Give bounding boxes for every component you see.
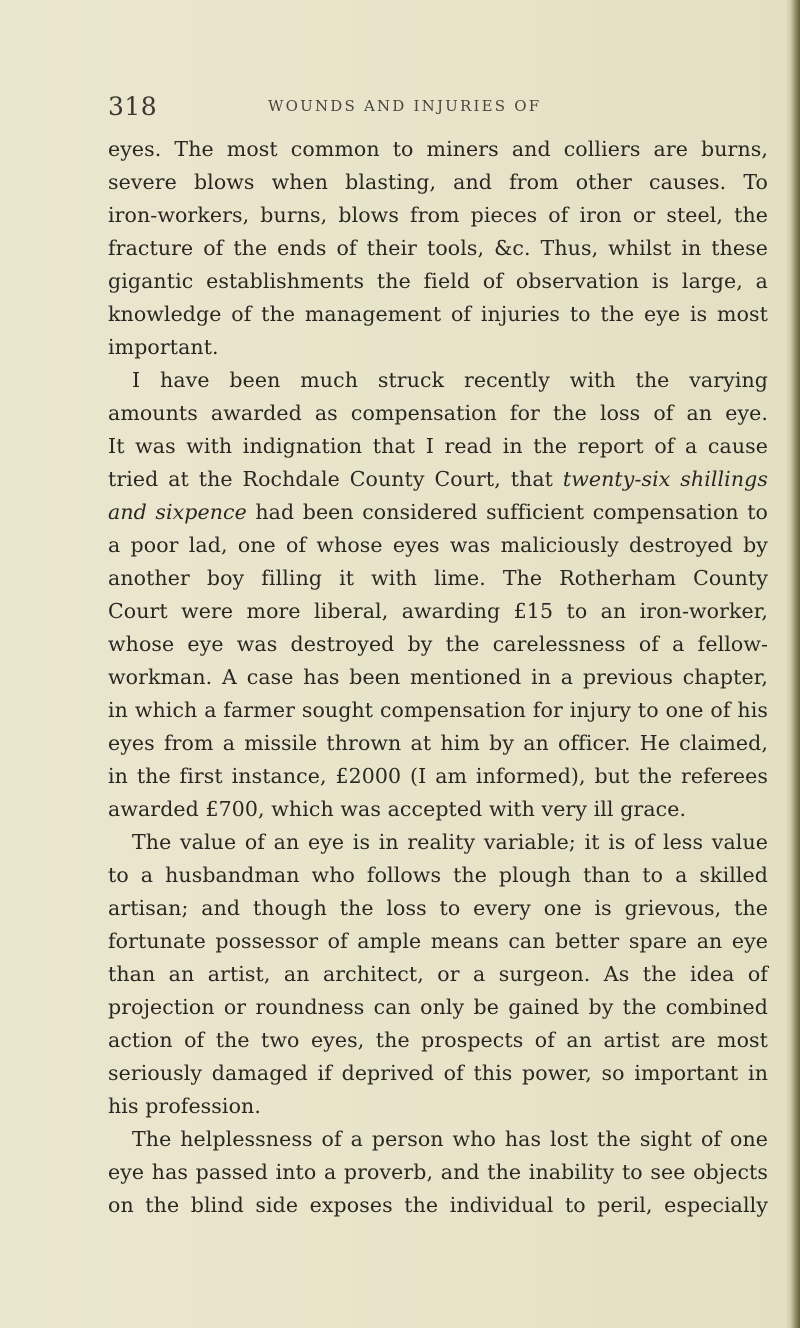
page-header (108, 92, 748, 128)
text-line: workman. A case has been mentioned in a previous chapter, (108, 665, 768, 689)
text-run: had been considered sufficient compensation to (246, 500, 768, 524)
running-head: WOUNDS AND INJURIES OF (268, 97, 542, 115)
text-line: action of the two eyes, the prospects of an artist are most (108, 1028, 768, 1052)
text-line: in the first instance, £2000 (I am informed), but the referees (108, 764, 768, 788)
text-line: a poor lad, one of whose eyes was maliciously destroyed by (108, 533, 768, 557)
text-line: It was with indignation that I read in the report of a cause (108, 434, 768, 458)
text-line-with-italic (108, 496, 768, 529)
italic-text: and sixpence (108, 500, 247, 524)
body-text (108, 133, 768, 1222)
text-line: his profession. (108, 1094, 261, 1118)
text-line: eyes from a missile thrown at him by an officer. He claimed, (108, 731, 768, 755)
text-line: eye has passed into a proverb, and the inability to see objects (108, 1160, 768, 1184)
text-line: fracture of the ends of their tools, &c. Thus, whilst in these (108, 236, 768, 260)
text-line: whose eye was destroyed by the carelessness of a fellow- (108, 632, 768, 656)
text-line-with-italic (108, 463, 768, 496)
text-line: on the blind side exposes the individual to peril, especially (108, 1193, 768, 1217)
text-line: important. (108, 335, 219, 359)
text-line: The helplessness of a person who has lost the sight of one (132, 1127, 768, 1151)
text-line: eyes. The most common to miners and colliers are burns, (108, 137, 768, 161)
italic-text: twenty-six shillings (562, 467, 768, 491)
text-line: fortunate possessor of ample means can better spare an eye (108, 929, 768, 953)
text-line: to a husbandman who follows the plough than to a skilled (108, 863, 768, 887)
text-line: severe blows when blasting, and from other causes. To (108, 170, 768, 194)
text-run: tried at the Rochdale County Court, that (108, 467, 563, 491)
text-line: projection or roundness can only be gained by the combined (108, 995, 768, 1019)
text-line: Court were more liberal, awarding £15 to an iron-worker, (108, 599, 768, 623)
page-edge (786, 0, 800, 1328)
page-number: 318 (108, 92, 158, 121)
text-line: another boy filling it with lime. The Rotherham County (108, 566, 768, 590)
text-line: gigantic establishments the field of observation is large, a (108, 269, 768, 293)
text-line: in which a farmer sought compensation for injury to one of his (108, 698, 768, 722)
text-line: seriously damaged if deprived of this power, so important in (108, 1061, 768, 1085)
text-line: amounts awarded as compensation for the loss of an eye. (108, 401, 768, 425)
text-line: knowledge of the management of injuries to the eye is most (108, 302, 768, 326)
text-line: I have been much struck recently with the varying (132, 368, 768, 392)
text-line: than an artist, an architect, or a surgeon. As the idea of (108, 962, 768, 986)
text-line: artisan; and though the loss to every one is grievous, the (108, 896, 768, 920)
text-line: The value of an eye is in reality variable; it is of less value (132, 830, 768, 854)
text-line: awarded £700, which was accepted with very ill grace. (108, 797, 687, 821)
text-line: iron-workers, burns, blows from pieces of iron or steel, the (108, 203, 768, 227)
